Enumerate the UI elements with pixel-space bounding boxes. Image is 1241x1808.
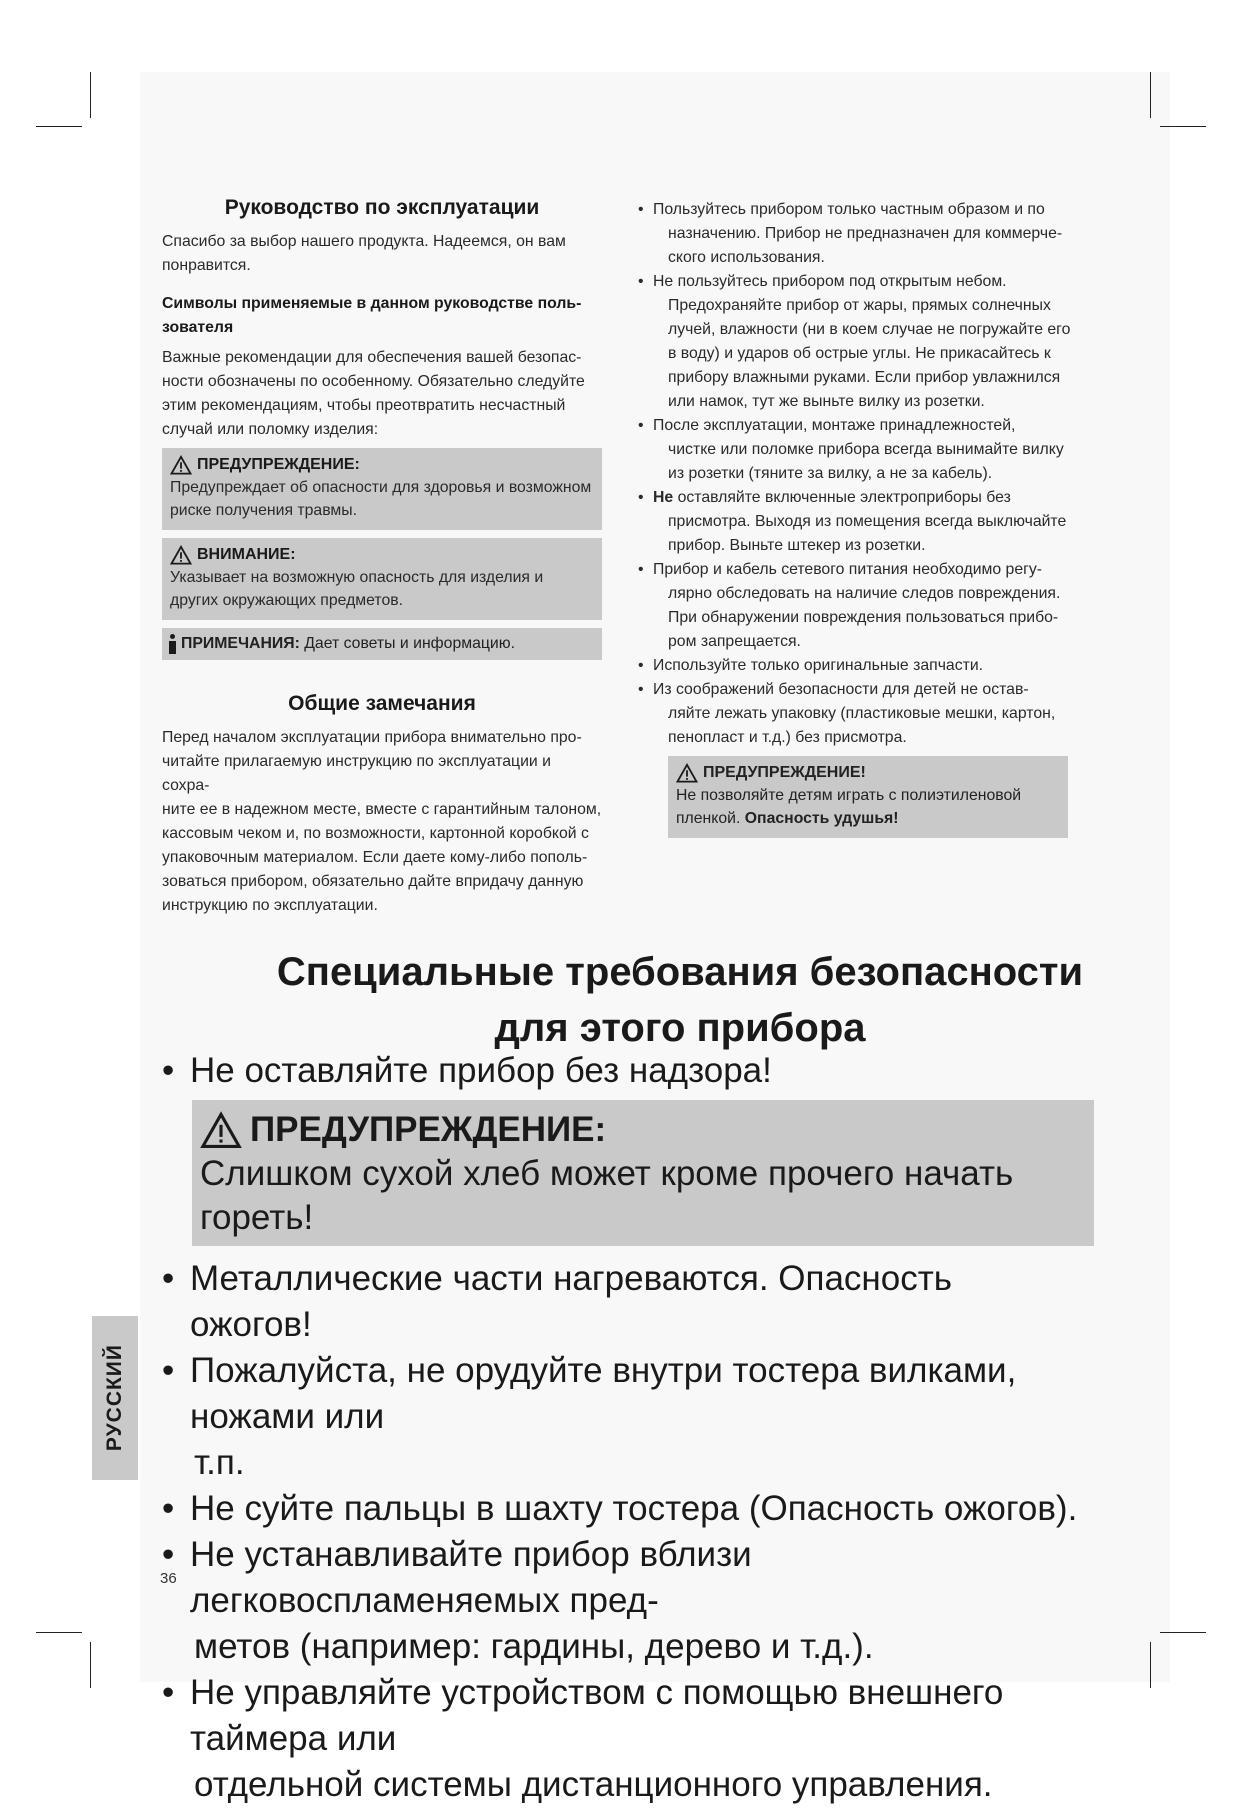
crop-mark bbox=[90, 72, 91, 118]
list-item: • Не оставляйте прибор без надзора! bbox=[162, 1048, 1082, 1094]
list-item: • Пользуйтесь прибором только частным образом и по назначению. Прибор не предназначен для коммерче- ского использования. bbox=[638, 198, 1078, 270]
left-column bbox=[162, 196, 602, 932]
warning-triangle-icon bbox=[200, 1111, 242, 1149]
crop-mark bbox=[1150, 72, 1151, 118]
symbols-heading: Символы применяемые в данном руководстве поль- зователя bbox=[162, 295, 582, 336]
list-item: • Не оставляйте включенные электроприборы без присмотра. Выходя из помещения всегда выключайте прибор. Выньте штекер из розетки. bbox=[638, 486, 1078, 558]
crop-mark bbox=[1150, 1642, 1151, 1688]
crop-mark bbox=[36, 126, 82, 127]
list-item: • Используйте только оригинальные запчасти. bbox=[638, 654, 1078, 678]
warning-triangle-icon bbox=[676, 763, 698, 783]
general-remarks-title: Общие замечания bbox=[288, 692, 476, 715]
list-item: • Пожалуйста, не орудуйте внутри тостера вилками, ножами или т.п. bbox=[162, 1348, 1082, 1486]
list-item: • После эксплуатации, монтаже принадлежностей, чистке или поломке прибора всегда вынимайте вилку из розетки (тяните за вилку, а не за кабель). bbox=[638, 414, 1078, 486]
list-item: • Не пользуйтесь прибором под открытым небом. Предохраняйте прибор от жары, прямых солнечных лучей, влажности (ни в коем случае не погружайте его в воду) и ударов об острые углы. Не прикасайтесь к прибору влажными руками. Если прибор увлажнился или намок, тут же выньте вилку из розетки. bbox=[638, 270, 1078, 414]
crop-mark bbox=[36, 1632, 82, 1633]
list-item: • Не суйте пальцы в шахту тостера (Опасность ожогов). bbox=[162, 1486, 1082, 1532]
caution-triangle-icon bbox=[170, 545, 192, 565]
right-column bbox=[638, 198, 1078, 838]
warning-triangle-icon bbox=[170, 455, 192, 475]
toaster-warning-text: Слишком сухой хлеб может кроме прочего начать гореть! bbox=[200, 1154, 1014, 1237]
special-safety-list bbox=[162, 1048, 1082, 1808]
warning-box: ПРЕДУПРЕЖДЕНИЕ: Предупреждает об опасности для здоровья и возможном риске получения травмы. bbox=[162, 448, 602, 530]
toaster-warning-title: ПРЕДУПРЕЖДЕНИЕ: bbox=[250, 1110, 607, 1149]
list-item: • Не управляйте устройством с помощью внешнего таймера или отдельной системы дистанционного управления. bbox=[162, 1670, 1082, 1808]
language-tab: РУССКИЙ bbox=[92, 1316, 138, 1480]
symbols-text: Важные рекомендации для обеспечения вашей безопас- ности обозначены по особенному. Обязательно следуйте этим рекомендациям, чтобы преотвратить несчастный случай или поломку изделия: bbox=[162, 349, 585, 438]
list-item: • Не устанавливайте прибор вблизи легковоспламеняемых пред- метов (например: гардины, дерево и т.д.). bbox=[162, 1532, 1082, 1670]
warning-box-title: ПРЕДУПРЕЖДЕНИЕ: bbox=[197, 456, 360, 473]
caution-box: ВНИМАНИЕ: Указывает на возможную опасность для изделия и других окружающих предметов. bbox=[162, 538, 602, 620]
page-number: 36 bbox=[160, 1570, 177, 1587]
general-remarks-text: Перед началом эксплуатации прибора внимательно про- читайте прилагаемую инструкцию по эксплуатации и сохра- ните ее в надежном месте, вместе с гарантийным талоном, кассовым чеком и, по возможности, картонной коробкой с упаковочным материалом. Если даете кому-либо пополь- зоваться прибором, обязательно дайте впридачу данную инструкцию по эксплуатации. bbox=[162, 729, 602, 914]
children-warning-box: ПРЕДУПРЕЖДЕНИЕ! Не позволяйте детям играть с полиэтиленовой пленкой. Опасность удушья! bbox=[668, 756, 1068, 838]
note-box bbox=[162, 628, 602, 660]
crop-mark bbox=[1160, 126, 1206, 127]
manual-title: Руководство по эксплуатации bbox=[224, 196, 540, 219]
info-icon bbox=[168, 634, 177, 654]
crop-mark bbox=[1160, 1632, 1206, 1633]
list-item: • Из соображений безопасности для детей не остав- ляйте лежать упаковку (пластиковые мешки, картон, пенопласт и т.д.) без присмотра. bbox=[638, 678, 1078, 750]
toaster-warning-box bbox=[192, 1100, 1094, 1246]
children-warning-title: ПРЕДУПРЕЖДЕНИЕ! bbox=[703, 764, 866, 781]
safety-list bbox=[638, 198, 1078, 750]
crop-mark bbox=[90, 1642, 91, 1688]
caution-box-title: ВНИМАНИЕ: bbox=[197, 546, 296, 563]
intro-text: Спасибо за выбор нашего продукта. Надеемся, он вам понравится. bbox=[162, 233, 566, 274]
list-item: • Прибор и кабель сетевого питания необходимо регу- лярно обследовать на наличие следов повреждения. При обнаружении повреждения пользоваться прибо- ром запрещается. bbox=[638, 558, 1078, 654]
list-item: • Металлические части нагреваются. Опасность ожогов! bbox=[162, 1256, 1082, 1348]
note-box-title: ПРИМЕЧАНИЯ: bbox=[181, 635, 300, 653]
note-box-text: Дает советы и информацию. bbox=[304, 635, 515, 653]
special-safety-title: Специальные требования безопасности для этого прибора bbox=[276, 950, 1084, 1050]
